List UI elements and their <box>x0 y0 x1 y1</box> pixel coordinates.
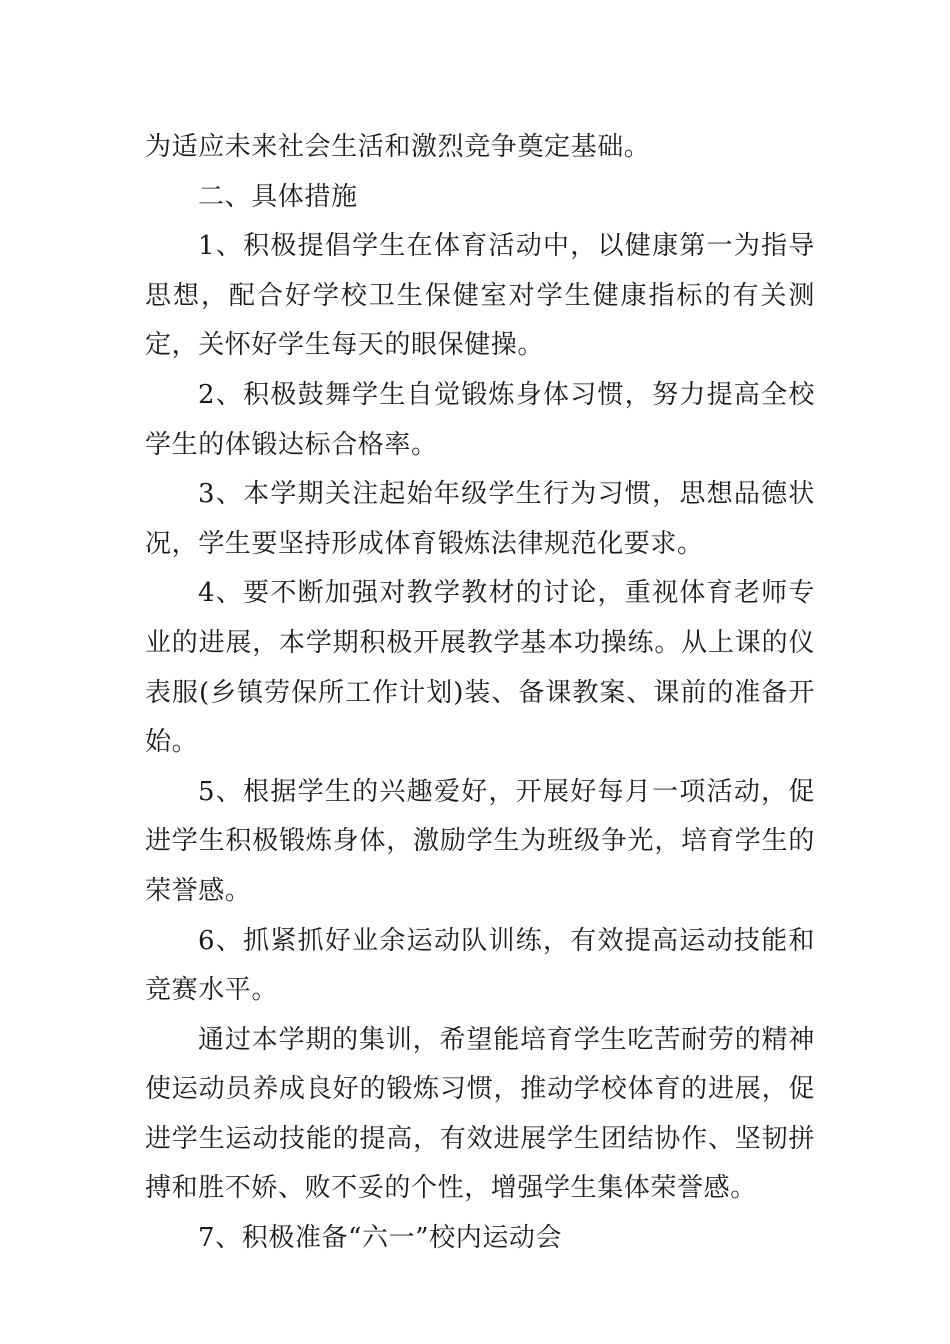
section-heading-measures: 二、具体措施 <box>198 181 358 212</box>
paragraph-item-4: 4、要不断加强对教学教材的讨论，重视体育老师专业的进展，本学期积极开展教学基本功操练。从上课的仪表服(乡镇劳保所工作计划)装、备课教案、课前的准备开始。 <box>145 578 815 758</box>
paragraph-item-5: 5、根据学生的兴趣爱好，开展好每月一项活动，促进学生积极锻炼身体，激励学生为班级争光，培育学生的荣誉感。 <box>145 776 815 906</box>
document-body <box>145 123 815 1264</box>
paragraph-item-7: 7、积极准备“六一”校内运动会 <box>198 1223 563 1254</box>
paragraph-item-1: 1、积极提倡学生在体育活动中，以健康第一为指导思想，配合好学校卫生保健室对学生健康指标的有关测定，关怀好学生每天的眼保健操。 <box>145 231 815 361</box>
paragraph-training-summary: 通过本学期的集训，希望能培育学生吃苦耐劳的精神使运动员养成良好的锻炼习惯，推动学校体育的进展，促进学生运动技能的提高，有效进展学生团结协作、坚韧拼搏和胜不娇、败不妥的个性，增强学生集体荣誉感。 <box>145 1024 815 1204</box>
paragraph-item-3: 3、本学期关注起始年级学生行为习惯，思想品德状况，学生要坚持形成体育锻炼法律规范化要求。 <box>145 479 815 559</box>
paragraph-intro-continuation: 为适应未来社会生活和激烈竞争奠定基础。 <box>145 132 651 162</box>
paragraph-item-2: 2、积极鼓舞学生自觉锻炼身体习惯，努力提高全校学生的体锻达标合格率。 <box>145 379 815 460</box>
paragraph-item-6: 6、抓紧抓好业余运动队训练，有效提高运动技能和竞赛水平。 <box>145 925 815 1006</box>
